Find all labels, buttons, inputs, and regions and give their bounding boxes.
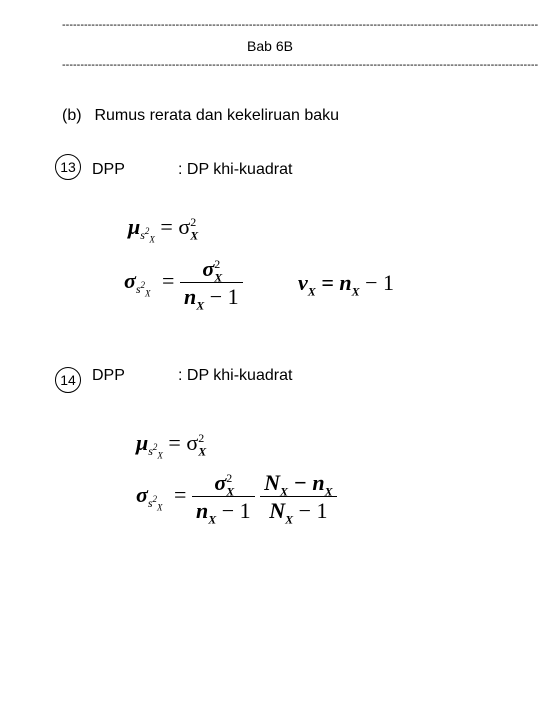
section-label: (b) — [62, 107, 82, 124]
item-type: DPP — [92, 367, 125, 384]
item-description: : DP khi-kuadrat — [178, 161, 293, 178]
item-description: : DP khi-kuadrat — [178, 367, 293, 384]
standard-error-formula: $\sigma_{s^2_X}$ = $\frac{\sigma_X^2}{n_X - 1}$ — [124, 258, 243, 308]
chapter-title: Bab 6B — [247, 38, 293, 54]
bottom-dashed-rule: ---------------------------------------------------------------------------------------------------------------------------------- — [62, 59, 539, 71]
section-heading — [62, 107, 339, 125]
section-title: Rumus rerata dan kekeliruan baku — [94, 107, 340, 124]
mean-formula: $\mu_{s^2_X} = \sigma_X^2$ — [136, 430, 207, 461]
fraction: $\frac{N_X - n_X}{N_X - 1}$ — [260, 472, 337, 522]
item-type: DPP — [92, 161, 125, 178]
degrees-of-freedom-formula: $\nu_X = n_X - 1$ — [298, 270, 394, 299]
item-number-badge: 14 — [55, 367, 81, 393]
standard-error-formula: $\sigma_{s^2_X}$ = $\frac{\sigma_X^2}{n_X - 1}$ $\frac{N_X - n_X}{N_X - 1}$ — [136, 472, 337, 522]
item-number-badge: 13 — [55, 154, 81, 180]
fraction: $\frac{\sigma_X^2}{n_X - 1}$ — [180, 258, 243, 308]
fraction: $\frac{\sigma_X^2}{n_X - 1}$ — [192, 472, 255, 522]
top-dashed-rule: ---------------------------------------------------------------------------------------------------------------------------------- — [62, 19, 539, 31]
mean-formula: $\mu_{s^2_X} = \sigma_X^2$ — [128, 214, 199, 245]
